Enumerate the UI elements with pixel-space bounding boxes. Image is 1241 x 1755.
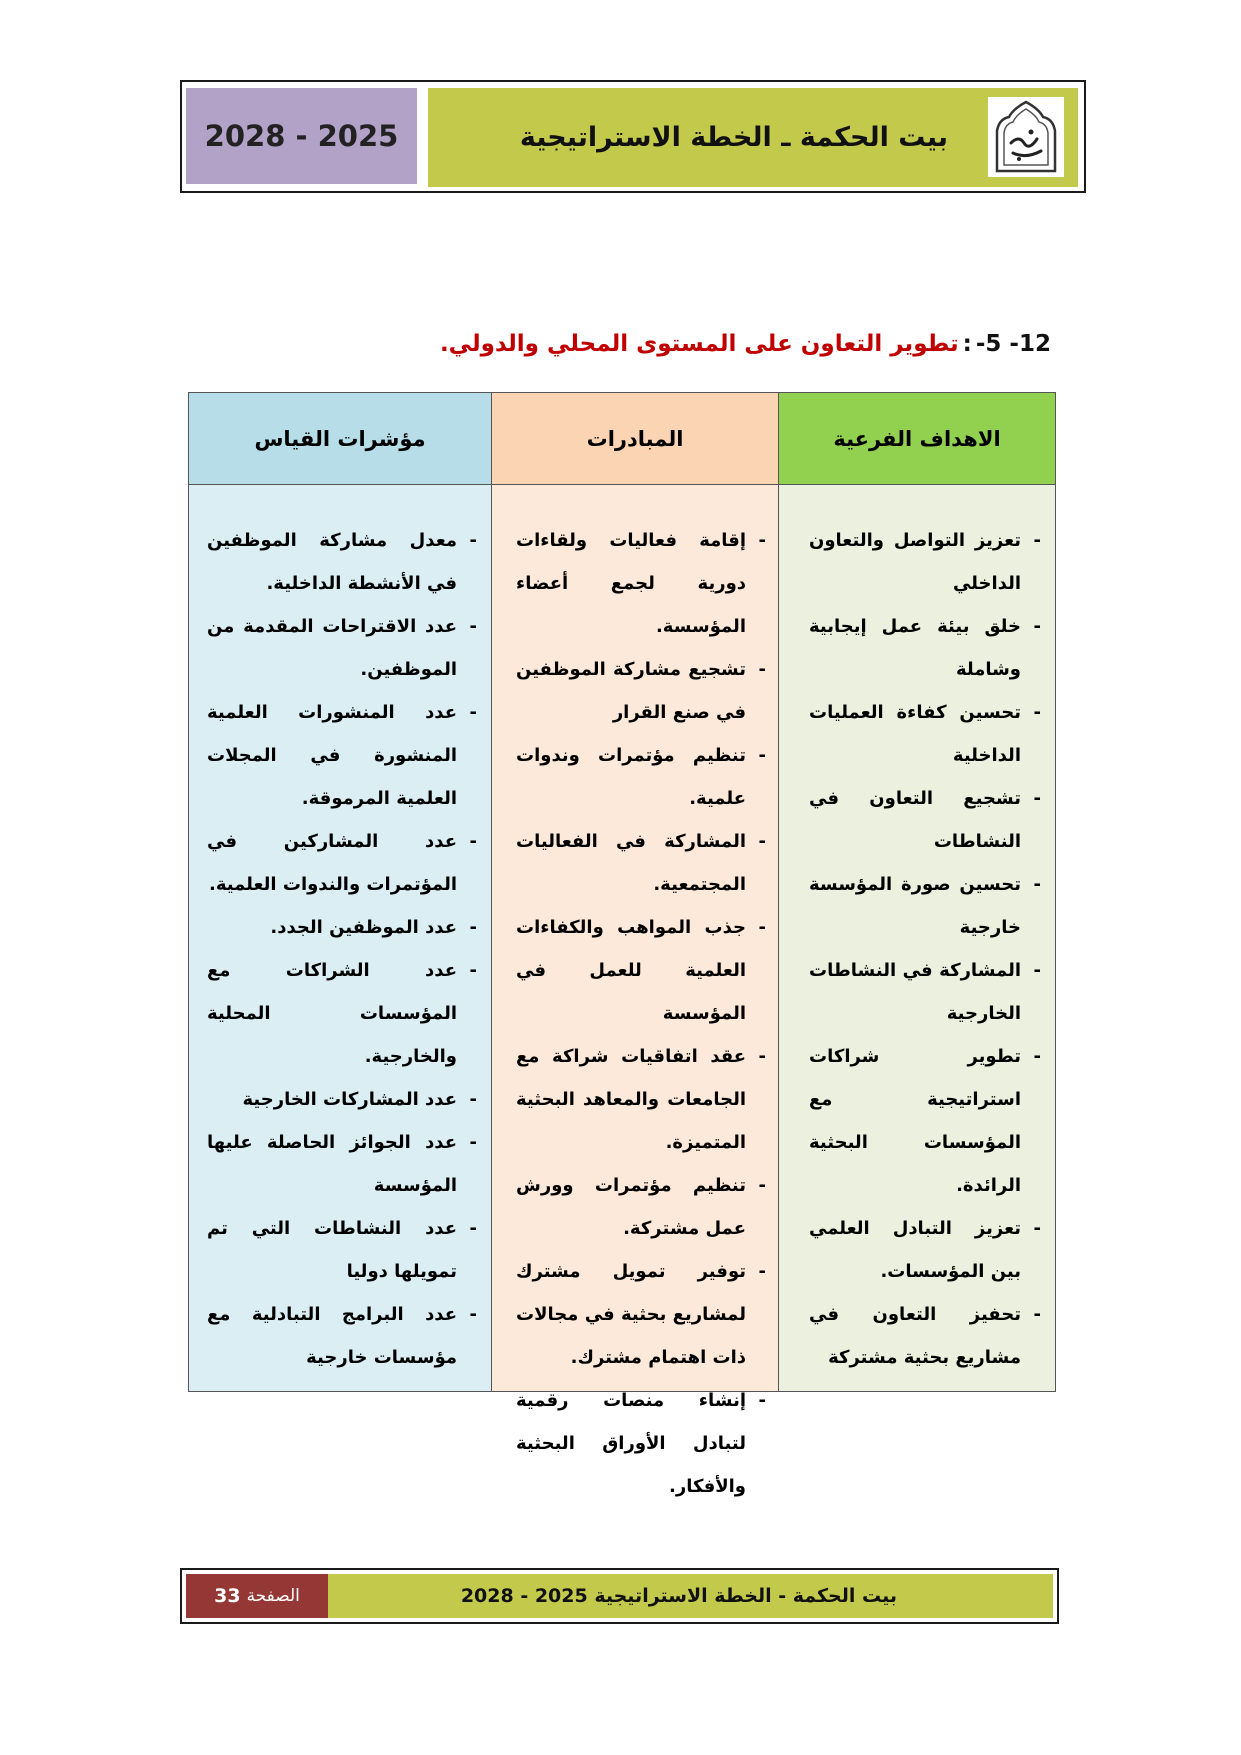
list-item: - عدد البرامج التبادلية مع مؤسسات خارجية [207,1293,477,1379]
logo [988,97,1064,177]
initiatives-list [516,519,766,1508]
list-item: - المشاركة في الفعاليات المجتمعية. [516,820,766,906]
section-title: تطوير التعاون على المستوى المحلي والدولي. [439,331,959,357]
section-colon: : [962,331,972,357]
initiatives-column [491,393,779,1497]
list-item: - عدد النشاطات التي تم تمويلها دوليا [207,1207,477,1293]
list-item: - تنظيم مؤتمرات وندوات علمية. [516,734,766,820]
list-item: - تشجيع مشاركة الموظفين في صنع القرار [516,648,766,734]
list-item: - تعزيز التواصل والتعاون الداخلي [809,519,1041,605]
list-item: - تشجيع التعاون في النشاطات [809,777,1041,863]
list-item: - خلق بيئة عمل إيجابية وشاملة [809,605,1041,691]
section-number: 12- 5- [975,331,1051,357]
goals-list [809,519,1041,1379]
years-label: 2028 - 2025 [204,119,399,153]
logo-emblem-icon [991,99,1061,175]
list-item: - عدد المشاركات الخارجية [207,1078,477,1121]
indicators-column [189,393,491,1391]
list-item: - عدد الموظفين الجدد. [207,906,477,949]
strategy-table [188,392,1056,1497]
list-item: - تعزيز التبادل العلمي بين المؤسسات. [809,1207,1041,1293]
initiatives-header: المبادرات [492,393,778,485]
goals-header: الاهداف الفرعية [779,393,1055,485]
title-box [428,88,1078,187]
section-heading [440,331,1051,357]
list-item: - جذب المواهب والكفاءات العلمية للعمل في المؤسسة [516,906,766,1035]
list-item: - معدل مشاركة الموظفين في الأنشطة الداخلية. [207,519,477,605]
list-item: - تنظيم مؤتمرات وورش عمل مشتركة. [516,1164,766,1250]
header-title: بيت الحكمة ـ الخطة الاستراتيجية [519,122,948,153]
list-item: - إقامة فعاليات ولقاءات دورية لجمع أعضاء المؤسسة. [516,519,766,648]
page-header [180,80,1086,193]
years-box [186,88,417,184]
goals-column [779,393,1055,1391]
indicators-list [207,519,477,1379]
list-item: - تحسين كفاءة العمليات الداخلية [809,691,1041,777]
list-item: - عدد الاقتراحات المقدمة من الموظفين. [207,605,477,691]
list-item: - تحسين صورة المؤسسة خارجية [809,863,1041,949]
list-item: - توفير تمويل مشترك لمشاريع بحثية في مجالات ذات اهتمام مشترك. [516,1250,766,1379]
page-number-box [186,1574,328,1618]
indicators-header: مؤشرات القياس [189,393,491,485]
footer-text: بيت الحكمة - الخطة الاستراتيجية 2025 - 2028 [460,1585,897,1607]
list-item: - إنشاء منصات رقمية لتبادل الأوراق البحثية والأفكار. [516,1379,766,1508]
page-footer [180,1568,1059,1624]
list-item: - عدد الشراكات مع المؤسسات المحلية والخارجية. [207,949,477,1078]
list-item: - عدد المنشورات العلمية المنشورة في المجلات العلمية المرموقة. [207,691,477,820]
list-item: - عدد المشاركين في المؤتمرات والندوات العلمية. [207,820,477,906]
page-number: 33 [214,1585,241,1607]
list-item: - المشاركة في النشاطات الخارجية [809,949,1041,1035]
list-item: - عدد الجوائز الحاصلة عليها المؤسسة [207,1121,477,1207]
page-label: الصفحة [246,1586,300,1606]
list-item: - تحفيز التعاون في مشاريع بحثية مشتركة [809,1293,1041,1379]
list-item: - عقد اتفاقيات شراكة مع الجامعات والمعاهد البحثية المتميزة. [516,1035,766,1164]
list-item: - تطوير شراكات استراتيجية مع المؤسسات البحثية الرائدة. [809,1035,1041,1207]
